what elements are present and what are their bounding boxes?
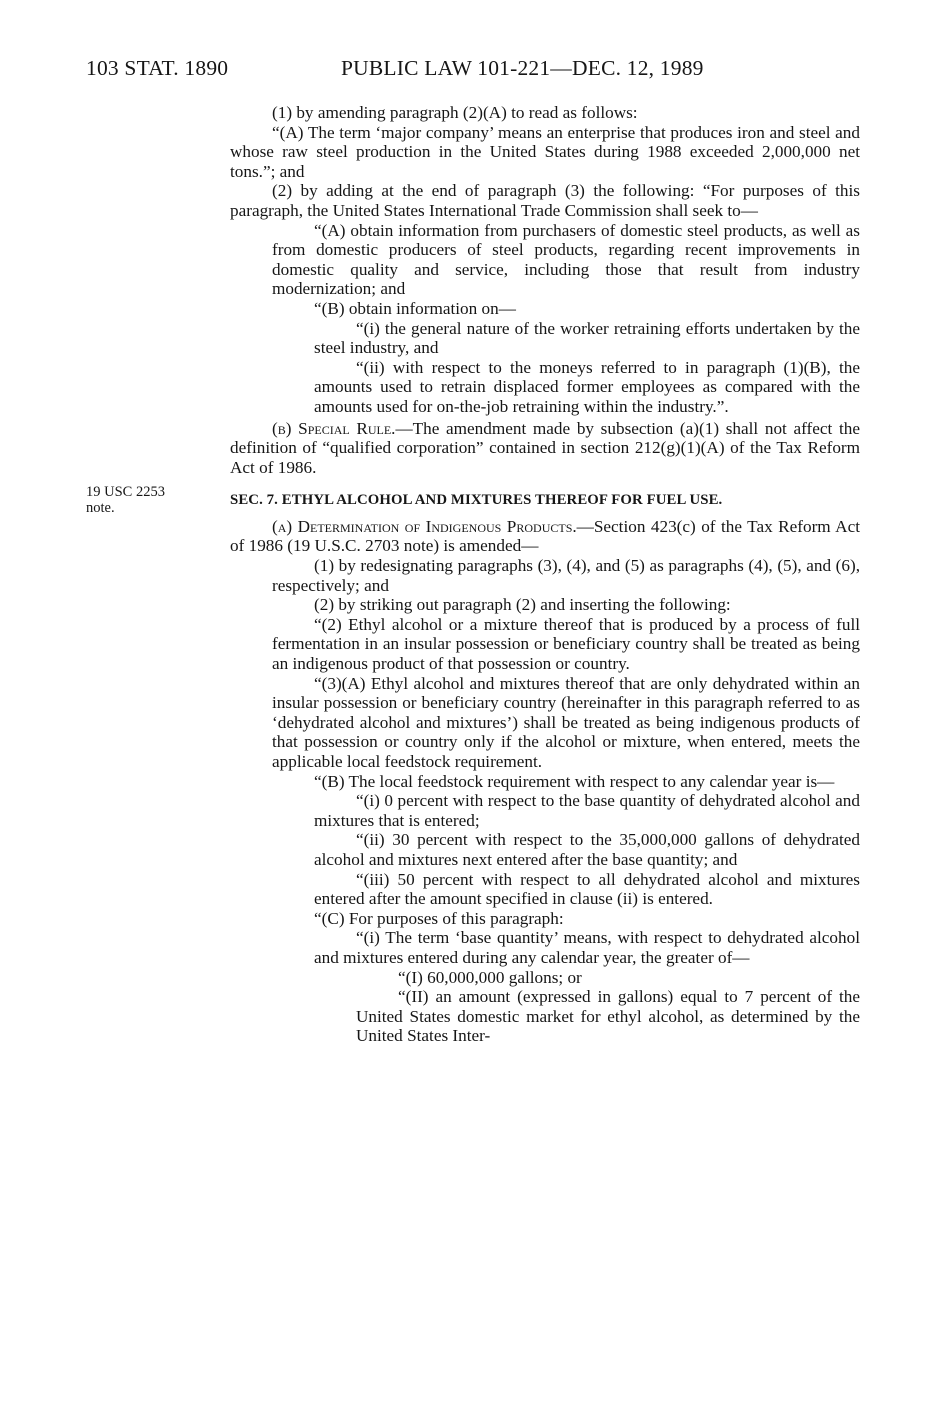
paragraph: (1) by amending paragraph (2)(A) to read as follows: (272, 103, 638, 122)
paragraph-special-rule (230, 419, 860, 478)
document-body (230, 103, 860, 1046)
paragraph: “(A) The term ‘major company’ means an enterprise that produces iron and steel and whose raw steel production in the United States during 1988 exceeded 2,000,000 net tons.”; and (230, 122, 860, 181)
page-header (86, 56, 846, 86)
margin-note-label: note. (86, 500, 115, 516)
public-law-title: PUBLIC LAW 101-221—DEC. 12, 1989 (341, 56, 704, 80)
subsection-heading: (a) Determination of Indigenous Products. (272, 516, 577, 536)
paragraph: “(A) obtain information from purchasers of domestic steel products, as well as from domestic producers of steel products, regarding recent improvements in domestic quality and service, including those that result from industry modernization; and (272, 220, 860, 299)
paragraph: “(iii) 50 percent with respect to all dehydrated alcohol and mixtures entered after the amount specified in clause (ii) is entered. (314, 869, 860, 909)
subsection-heading: (b) Special Rule. (272, 418, 396, 438)
paragraph: “(B) obtain information on— (314, 298, 516, 318)
paragraph: “(B) The local feedstock requirement with respect to any calendar year is— (314, 771, 835, 791)
paragraph: “(2) Ethyl alcohol or a mixture thereof that is produced by a process of full fermentation in an insular possession or beneficiary country shall be treated as being an indigenous product of that possession or country. (272, 614, 860, 674)
paragraph: “(i) The term ‘base quantity’ means, with respect to dehydrated alcohol and mixtures entered during any calendar year, the greater of— (314, 928, 860, 967)
paragraph: “(i) 0 percent with respect to the base quantity of dehydrated alcohol and mixtures that is entered; (314, 791, 860, 830)
subsection-text: —The amendment made by subsection (a)(1) shall not affect the definition of “qualified corporation” contained in section 212(g)(1)(A) of the Tax Reform Act of 1986. (230, 418, 860, 477)
paragraph: “(II) an amount (expressed in gallons) equal to 7 percent of the United States domestic market for ethyl alcohol, as determined by the United States Inter- (356, 987, 860, 1046)
paragraph: “(ii) 30 percent with respect to the 35,000,000 gallons of dehydrated alcohol and mixtures next entered after the base quantity; and (314, 830, 860, 869)
paragraph-determination (230, 517, 860, 556)
paragraph: “(C) For purposes of this paragraph: (314, 908, 564, 928)
paragraph: “(3)(A) Ethyl alcohol and mixtures thereof that are only dehydrated within an insular possession or beneficiary country (hereinafter in this paragraph referred to as ‘dehydrated alcohol and mixtures’) shall be treated as being indigenous products of that possession or country only if the alcohol or mixture, when entered, meets the applicable local feedstock requirement. (272, 673, 860, 771)
paragraph: (2) by striking out paragraph (2) and inserting the following: (314, 595, 731, 615)
margin-note-citation: 19 USC 2253 (86, 484, 165, 500)
subsection-text: —Section 423(c) of the Tax Reform Act of 1986 (19 U.S.C. 2703 note) is amended— (230, 516, 860, 556)
paragraph: “(i) the general nature of the worker retraining efforts undertaken by the steel industry, and (314, 318, 860, 358)
section-heading: SEC. 7. ETHYL ALCOHOL AND MIXTURES THEREOF FOR FUEL USE. (230, 492, 723, 509)
margin-note (86, 484, 206, 516)
paragraph: “(ii) with respect to the moneys referred to in paragraph (1)(B), the amounts used to retrain displaced former employees as compared with the amounts used for on-the-job retraining within the industry.”. (314, 357, 860, 416)
paragraph: “(I) 60,000,000 gallons; or (398, 967, 582, 987)
paragraph: (1) by redesignating paragraphs (3), (4), and (5) as paragraphs (4), (5), and (6), respectively; and (272, 556, 860, 595)
statute-citation: 103 STAT. 1890 (86, 56, 229, 80)
paragraph: (2) by adding at the end of paragraph (3) the following: “For purposes of this paragraph, the United States International Trade Commission shall seek to— (230, 181, 860, 220)
